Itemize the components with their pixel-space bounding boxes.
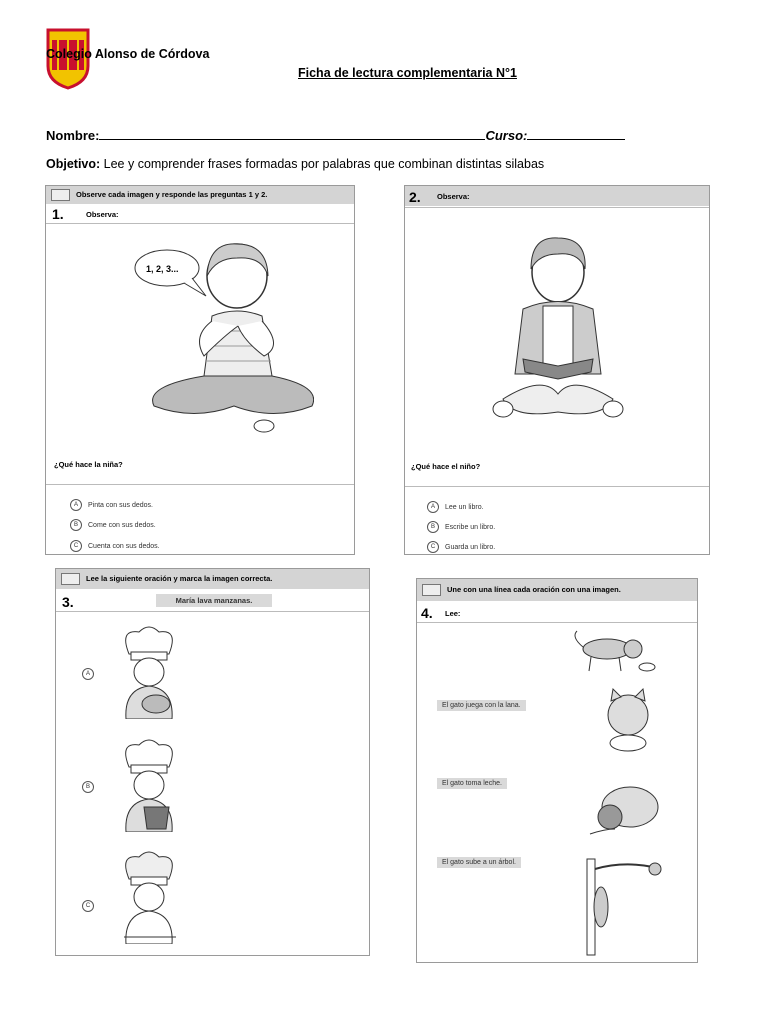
exercise-2-label: Observa: xyxy=(437,192,470,201)
option-b-circle[interactable]: B xyxy=(82,781,94,793)
exercise-4-number: 4. xyxy=(421,605,433,621)
objetivo-label: Objetivo: xyxy=(46,157,101,171)
exercise-1-instruction: Observe cada imagen y responde las preguntas 1 y 2. xyxy=(76,190,268,199)
exercise-1-question: ¿Qué hace la niña? xyxy=(54,460,123,469)
exercise-2-option-c[interactable]: C Guarda un libro. xyxy=(427,541,495,553)
sentence-2[interactable]: El gato toma leche. xyxy=(437,778,507,789)
exercise-1-header xyxy=(46,186,354,204)
exercise-1-option-b[interactable]: B Come con sus dedos. xyxy=(70,519,156,531)
school-name: Colegio Alonso de Córdova xyxy=(46,47,210,61)
nombre-blank[interactable] xyxy=(99,128,485,140)
cat-with-yarn-illustration[interactable] xyxy=(585,779,665,839)
exercise-4-label: Lee: xyxy=(445,609,461,618)
name-line xyxy=(46,128,625,143)
option-a-circle[interactable]: A xyxy=(82,668,94,680)
chef-girl-b-illustration[interactable] xyxy=(114,737,184,832)
objetivo-text: Lee y comprender frases formadas por palabras que combinan distintas silabas xyxy=(100,157,545,171)
exercise-2-option-a[interactable]: A Lee un libro. xyxy=(427,501,484,513)
exercise-4-header xyxy=(417,579,697,601)
bubble-text: 1, 2, 3... xyxy=(146,264,179,274)
objective xyxy=(46,157,544,171)
nombre-label: Nombre: xyxy=(46,128,100,143)
option-c-circle[interactable]: C xyxy=(82,900,94,912)
exercise-4-instruction: Une con una línea cada oración con una imagen. xyxy=(447,585,621,594)
exercise-2-panel xyxy=(404,185,710,555)
exercise-3-sentence: María lava manzanas. xyxy=(156,594,272,607)
chef-girl-a-illustration[interactable] xyxy=(114,624,184,719)
chef-girl-c-illustration[interactable] xyxy=(114,849,184,944)
sentence-1[interactable]: El gato juega con la lana. xyxy=(437,700,526,711)
cat-drinking-milk-illustration[interactable] xyxy=(567,627,657,677)
exercise-2-option-b[interactable]: B Escribe un libro. xyxy=(427,521,495,533)
exercise-1-label: Observa: xyxy=(86,210,119,219)
book-icon xyxy=(61,573,80,585)
cat-climbing-tree-illustration[interactable] xyxy=(583,857,663,957)
exercise-1-option-c[interactable]: C Cuenta con sus dedos. xyxy=(70,540,160,552)
book-icon xyxy=(422,584,441,596)
exercise-4-panel xyxy=(416,578,698,963)
cat-with-bowl-illustration[interactable] xyxy=(593,687,663,757)
exercise-1-option-a[interactable]: A Pinta con sus dedos. xyxy=(70,499,153,511)
exercise-2-number: 2. xyxy=(409,189,421,205)
girl-counting-illustration xyxy=(134,236,314,456)
curso-label: Curso: xyxy=(485,128,528,143)
boy-reading-illustration xyxy=(483,234,633,434)
book-icon xyxy=(51,189,70,201)
exercise-3-instruction: Lee la siguiente oración y marca la imagen correcta. xyxy=(86,574,273,583)
exercise-3-number: 3. xyxy=(62,594,74,610)
exercise-3-header xyxy=(56,569,369,589)
sentence-3[interactable]: El gato sube a un árbol. xyxy=(437,857,521,868)
exercise-2-question: ¿Qué hace el niño? xyxy=(411,462,481,471)
exercise-3-panel xyxy=(55,568,370,956)
exercise-1-number: 1. xyxy=(52,206,64,222)
exercise-1-panel xyxy=(45,185,355,555)
page-title: Ficha de lectura complementaria N°1 xyxy=(298,66,517,80)
curso-blank[interactable] xyxy=(527,128,625,140)
